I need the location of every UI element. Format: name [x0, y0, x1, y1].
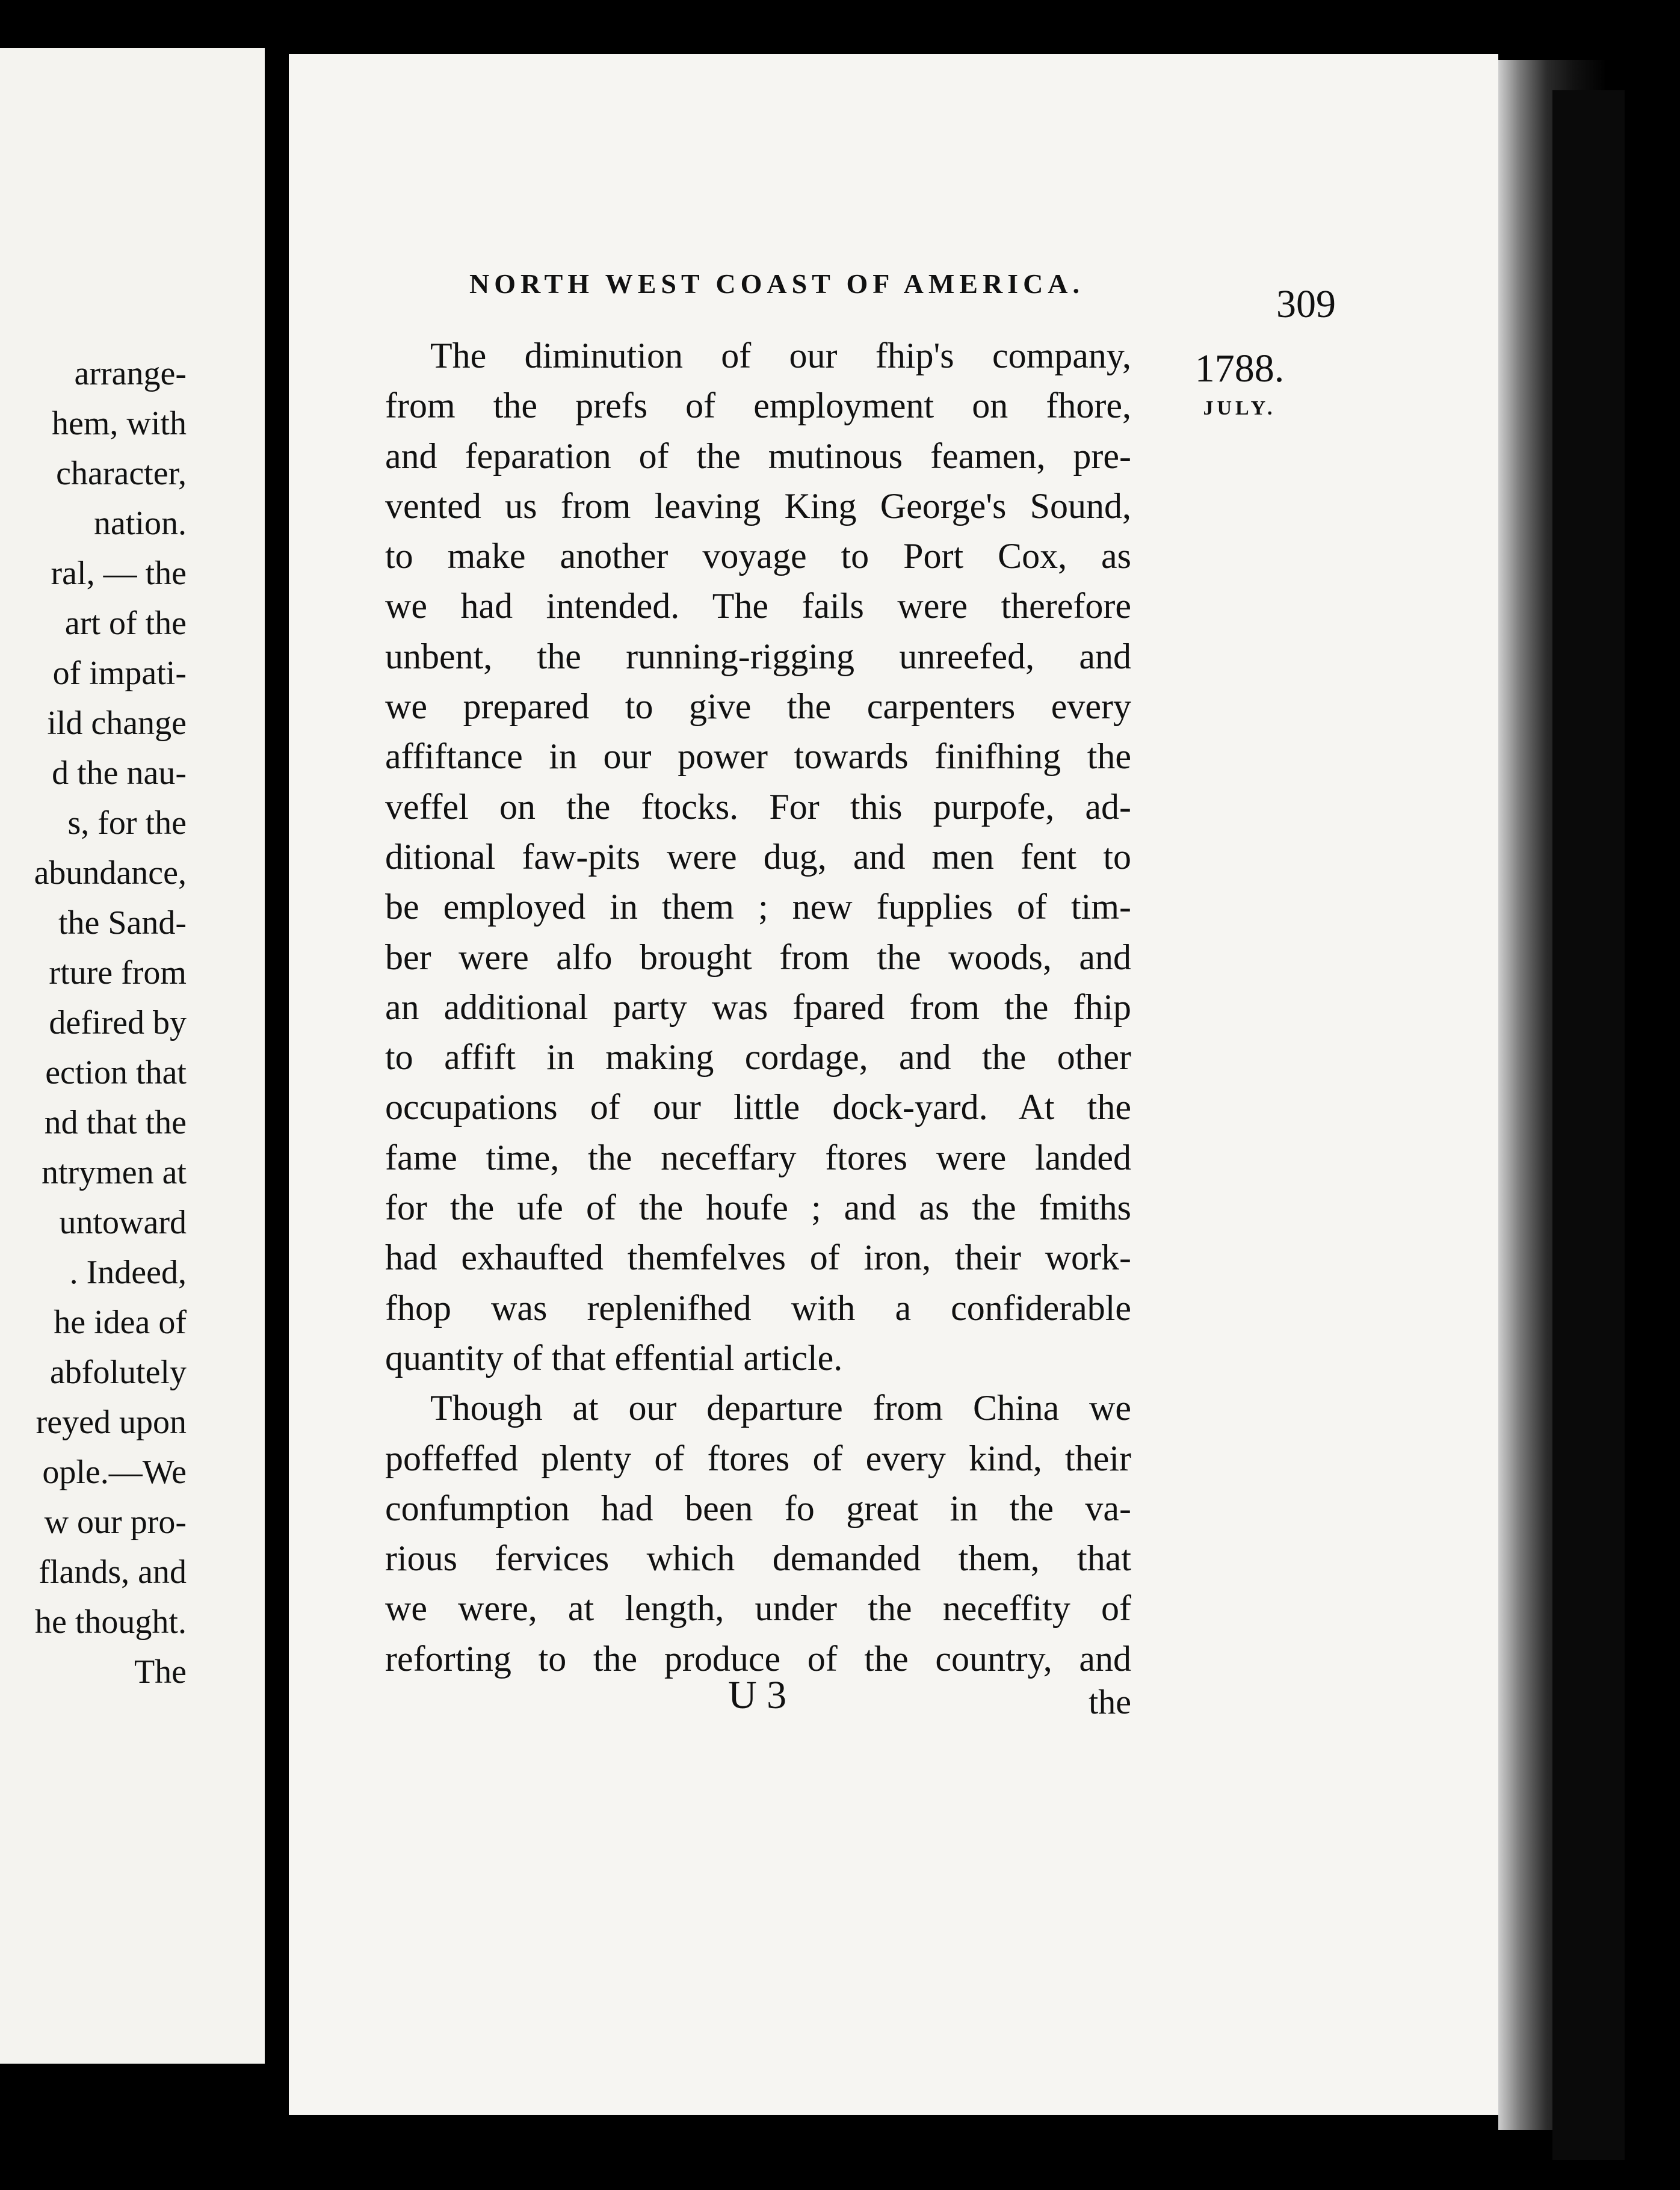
text-line: for the ufe of the houfe ; and as the fmiths — [385, 1188, 1131, 1228]
body-text — [385, 331, 1131, 1684]
catchword: the — [1089, 1682, 1131, 1721]
text-line: reforting to the produce of the country, and — [385, 1638, 1131, 1679]
text-line: occupations of our little dock-yard. At the — [385, 1087, 1131, 1127]
book-gutter — [265, 0, 289, 2190]
left-page-line: defired by — [49, 1004, 187, 1041]
text-line: fhop was replenifhed with a confiderable — [385, 1288, 1131, 1328]
left-facing-page — [0, 48, 265, 2064]
left-page-line: s, for the — [67, 804, 187, 842]
left-page-line: he idea of — [54, 1304, 187, 1341]
left-page-line: ral, — the — [51, 555, 187, 592]
margin-note-month: JULY. — [1203, 397, 1276, 419]
page-edge-dark — [1552, 90, 1625, 2160]
signature-mark: U 3 — [728, 1673, 787, 1717]
text-line: affiftance in our power towards finifhing the — [385, 736, 1131, 777]
right-page — [289, 54, 1498, 2115]
left-page-line: untoward — [59, 1204, 187, 1241]
text-line: poffeffed plenty of ftores of every kind, their — [385, 1438, 1131, 1478]
left-page-line: abundance, — [34, 854, 187, 892]
text-line: rious fervices which demanded them, that — [385, 1538, 1131, 1579]
text-line: vented us from leaving King George's Sound, — [385, 486, 1131, 526]
left-page-line: d the nau- — [52, 754, 187, 792]
left-page-line: ople.—We — [42, 1454, 187, 1491]
text-line: we had intended. The fails were therefore — [385, 586, 1131, 626]
left-page-line: flands, and — [39, 1553, 187, 1591]
left-page-line: ection that — [45, 1054, 187, 1091]
text-line: confumption had been fo great in the va- — [385, 1488, 1131, 1528]
left-page-line: arrange- — [74, 355, 187, 392]
left-page-line: he thought. — [35, 1603, 187, 1641]
left-page-line: . Indeed, — [69, 1254, 187, 1291]
left-page-text — [6, 349, 187, 1697]
text-line: unbent, the running-rigging unreefed, and — [385, 636, 1131, 676]
text-line: ber were alfo brought from the woods, and — [385, 937, 1131, 977]
text-line: we were, at length, under the neceffity of — [385, 1588, 1131, 1629]
margin-note-year: 1788. — [1194, 347, 1285, 390]
page-number: 309 — [1276, 282, 1336, 326]
text-line: and feparation of the mutinous feamen, pre- — [385, 436, 1131, 476]
text-line: Though at our departure from China we — [430, 1388, 1131, 1428]
text-line: veffel on the ftocks. For this purpofe, ad- — [385, 786, 1131, 827]
text-line: to affift in making cordage, and the other — [385, 1037, 1131, 1078]
text-line: be employed in them ; new fupplies of tim- — [385, 887, 1131, 927]
text-line: ditional faw-pits were dug, and men fent to — [385, 836, 1131, 877]
left-page-line: art of the — [64, 605, 187, 642]
text-line: fame time, the neceffary ftores were landed — [385, 1137, 1131, 1177]
running-head: NORTH WEST COAST OF AMERICA. — [469, 268, 1085, 299]
left-page-line: reyed upon — [36, 1404, 187, 1441]
left-page-line: the Sand- — [58, 904, 187, 942]
text-line: had exhaufted themfelves of iron, their work- — [385, 1238, 1131, 1278]
text-line: quantity of that effential article. — [385, 1337, 843, 1378]
text-line: an additional party was fpared from the fhip — [385, 987, 1131, 1027]
text-line: to make another voyage to Port Cox, as — [385, 536, 1131, 576]
left-page-line: abfolutely — [49, 1354, 187, 1391]
text-line: The diminution of our fhip's company, — [430, 336, 1131, 375]
left-page-line: nd that the — [44, 1104, 187, 1141]
left-page-line: ntrymen at — [41, 1154, 187, 1191]
left-page-line: character, — [56, 455, 187, 492]
left-page-line: of impati- — [52, 655, 187, 692]
left-page-line: The — [134, 1653, 187, 1691]
text-line: we prepared to give the carpenters every — [385, 686, 1131, 727]
left-page-line: nation. — [94, 505, 187, 542]
left-page-line: w our pro- — [44, 1504, 187, 1541]
left-page-line: hem, with — [52, 405, 187, 442]
text-line: from the prefs of employment on fhore, — [385, 386, 1131, 426]
left-page-line: rture from — [49, 954, 187, 992]
left-page-line: ild change — [47, 705, 187, 742]
